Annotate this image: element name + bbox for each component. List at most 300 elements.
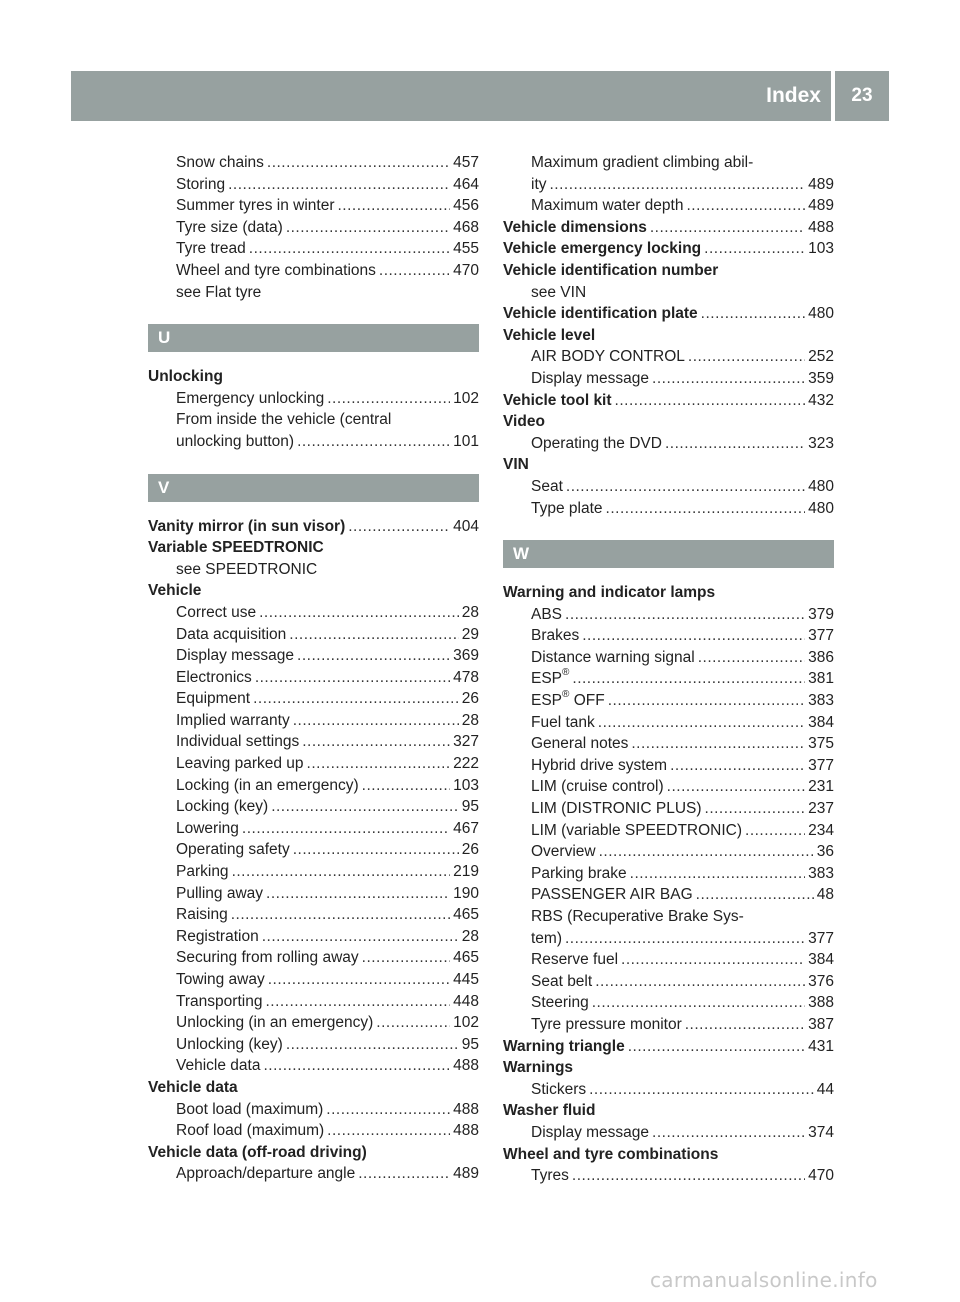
see-also-flat-tyre: see Flat tyre [176,283,262,301]
index-entry [503,647,834,669]
index-entry [148,1034,479,1056]
page-header [71,71,889,121]
entry-page: 323 [808,434,834,452]
entry-label: Equipment [176,690,251,708]
leader-dots [379,260,450,282]
entry-label: Lowering [176,819,239,837]
entry-page: 388 [808,994,834,1012]
entry-label: Seat [531,477,563,495]
index-entry [148,688,479,710]
index-entry [148,904,479,926]
page-number: 23 [851,85,873,106]
entry-page: 222 [453,755,479,773]
entry-label: Locking (key) [176,798,269,816]
index-entry [148,431,479,453]
index-entry [148,645,479,667]
leader-dots [265,991,450,1013]
entry-page: 102 [453,1014,479,1032]
leader-dots [297,645,450,667]
leader-dots [621,949,805,971]
leader-dots [259,602,459,624]
entry-label: Tyres [531,1167,569,1185]
entry-label: Type plate [531,499,603,517]
leader-dots [262,926,459,948]
leader-dots [696,884,814,906]
entry-label: Emergency unlocking [176,389,325,407]
entry-label-continued: Maximum gradient climbing abil- [531,154,754,171]
index-entry [148,1055,479,1077]
index-heading: Vehicle data (off-road driving) [148,1143,367,1161]
entry-page: 464 [453,175,479,193]
index-heading: Vehicle data [148,1078,238,1096]
entry-page: 457 [453,154,479,171]
entry-page: 431 [808,1037,834,1055]
index-entry [148,217,479,239]
entry-page: 489 [808,197,834,215]
leader-dots [326,1099,450,1121]
leader-dots [249,238,450,260]
entry-page: 488 [453,1122,479,1140]
entry-page: 468 [453,218,479,236]
entry-page: 374 [808,1123,834,1141]
entry-page: 480 [808,499,834,517]
index-heading: Vehicle identification number [503,261,719,279]
entry-label: Securing from rolling away [176,949,359,967]
entry-label: Display message [531,1123,650,1141]
index-entry [148,1099,479,1121]
entry-page: 103 [808,240,834,258]
leader-dots [232,861,451,883]
entry-label: ABS [531,605,563,623]
index-entry [503,884,834,906]
leader-dots [307,753,451,775]
leader-dots [362,775,450,797]
entry-page: 28 [461,927,479,945]
entry-label: Leaving parked up [176,755,304,773]
index-entry [503,712,834,734]
entry-page: 44 [816,1080,834,1098]
entry-page: 455 [453,240,479,258]
entry-page: 448 [453,992,479,1010]
entry-page: 456 [453,197,479,215]
index-entry [148,238,479,260]
entry-page: 488 [808,218,834,236]
leader-dots [565,604,805,626]
leader-dots [705,798,806,820]
entry-page: 252 [808,348,834,366]
index-entry [503,690,834,712]
header-page-box [835,71,889,121]
index-entry [503,798,834,820]
entry-page: 488 [453,1100,479,1118]
entry-page: 103 [453,776,479,794]
entry-page: 383 [808,864,834,882]
leader-dots [631,733,805,755]
leader-dots [650,217,805,239]
index-entry [148,516,479,538]
entry-page: 480 [808,477,834,495]
index-entry [503,755,834,777]
entry-label: Operating safety [176,841,290,859]
header-section-bar [71,71,831,121]
leader-dots [630,863,805,885]
entry-page: 101 [453,432,479,450]
entry-page: 190 [453,884,479,902]
section-letter-w: W [503,540,834,568]
entry-label: Wheel and tyre combinations [176,261,376,279]
index-entry [503,928,834,950]
leader-dots [592,992,805,1014]
entry-label: Display message [176,647,295,665]
leader-dots [286,1034,459,1056]
index-entry [148,710,479,732]
leader-dots [615,390,806,412]
index-heading: Washer fluid [503,1102,596,1120]
index-entry [503,949,834,971]
leader-dots [327,1120,450,1142]
index-column-right [503,152,834,1187]
leader-dots [701,303,805,325]
entry-label: Vanity mirror (in sun visor) [148,517,346,535]
entry-page: 29 [461,625,479,643]
index-entry [503,971,834,993]
entry-label: Unlocking (key) [176,1035,283,1053]
entry-label: Tyre tread [176,240,246,258]
entry-page: 488 [453,1057,479,1075]
entry-label-continued: RBS (Recuperative Brake Sys- [531,908,744,925]
index-entry [503,1036,834,1058]
index-column-left [148,152,479,1185]
leader-dots [268,969,450,991]
entry-page: 359 [808,369,834,387]
entry-label: Electronics [176,668,252,686]
entry-page: 377 [808,929,834,947]
index-entry [148,818,479,840]
entry-label: Pulling away [176,884,264,902]
index-entry [503,433,834,455]
entry-page: 95 [461,1035,479,1053]
index-heading: Warnings [503,1059,574,1077]
leader-dots [263,1055,450,1077]
leader-dots [293,710,459,732]
entry-label: Vehicle data [176,1057,261,1075]
entry-label: Stickers [531,1080,587,1098]
entry-label-continued: From inside the vehicle (central [176,411,392,429]
index-entry [148,947,479,969]
index-heading: Vehicle [148,582,202,600]
leader-dots [628,1036,805,1058]
index-entry [503,1165,834,1187]
leader-dots [550,174,806,196]
entry-page: 231 [808,778,834,796]
entry-label: Tyre pressure monitor [531,1015,682,1033]
entry-label: Brakes [531,627,580,645]
index-entry [148,991,479,1013]
entry-label: Operating the DVD [531,434,662,452]
index-entry [148,883,479,905]
index-entry [148,861,479,883]
entry-label: Overview [531,843,596,861]
entry-label: Seat belt [531,972,593,990]
leader-dots [665,433,805,455]
entry-page: 386 [808,648,834,666]
index-entry [148,1163,479,1185]
index-heading: Video [503,413,545,431]
leader-dots [652,368,805,390]
index-entry [148,260,479,282]
leader-dots [688,346,805,368]
entry-label: Parking [176,863,229,881]
entry-page: 95 [461,798,479,816]
leader-dots [348,516,450,538]
entry-label: Correct use [176,603,257,621]
index-entry [503,303,834,325]
leader-dots [572,1165,805,1187]
index-heading: VIN [503,456,529,474]
leader-dots [358,1163,450,1185]
leader-dots [376,1012,450,1034]
entry-page: 381 [808,670,834,688]
index-entry [148,624,479,646]
entry-page: 387 [808,1015,834,1033]
index-entry [148,753,479,775]
leader-dots [293,839,459,861]
entry-label: General notes [531,735,629,753]
entry-label: Reserve fuel [531,951,619,969]
index-entry [148,839,479,861]
entry-label: LIM (variable SPEEDTRONIC) [531,821,743,839]
index-entry [503,238,834,260]
index-entry [503,174,834,196]
entry-label: Tyre size (data) [176,218,283,236]
leader-dots [231,904,450,926]
leader-dots [566,476,805,498]
entry-page: 383 [808,692,834,710]
leader-dots [598,712,805,734]
index-entry [503,346,834,368]
index-heading: Wheel and tyre combinations [503,1145,719,1163]
index-entry [148,195,479,217]
entry-page: 48 [816,886,834,904]
leader-dots [253,688,459,710]
entry-page: 28 [461,603,479,621]
entry-label: Unlocking (in an emergency) [176,1014,374,1032]
lamp-entries-c [503,949,834,1035]
leader-dots [289,624,458,646]
entry-page: 489 [453,1165,479,1183]
entry-page: 432 [808,391,834,409]
entry-page: 36 [816,843,834,861]
entry-page: 327 [453,733,479,751]
leader-dots [595,971,805,993]
entry-label: Storing [176,175,226,193]
entry-page: 478 [453,668,479,686]
index-entry [503,992,834,1014]
entry-label: Vehicle tool kit [503,391,612,409]
leader-dots [686,195,805,217]
index-entry [148,1120,479,1142]
index-entry [148,388,479,410]
entry-label: Vehicle dimensions [503,218,647,236]
entry-label: Vehicle identification plate [503,305,698,323]
leader-dots [652,1122,805,1144]
leader-dots [327,388,450,410]
entry-page: 404 [453,517,479,535]
entry-label: Steering [531,994,589,1012]
section-letter-u: U [148,324,479,352]
entry-label: tem) [531,929,562,947]
entry-page: 445 [453,971,479,988]
vin-entries [503,476,834,519]
entry-page: 465 [453,949,479,967]
leader-dots [337,195,450,217]
leader-dots [255,667,450,689]
entry-label: LIM (DISTRONIC PLUS) [531,800,702,818]
index-entry [503,498,834,520]
entry-label: Registration [176,927,259,945]
watermark-text: carmanualsonline.info [650,1268,878,1292]
entry-page: 384 [808,951,834,969]
leader-dots [599,841,814,863]
entry-page: 102 [453,389,479,407]
entry-label: unlocking button) [176,432,295,450]
index-entry [503,1122,834,1144]
leader-dots [228,174,450,196]
entry-page: 237 [808,800,834,818]
entry-page: 26 [461,841,479,859]
header-section-title: Index [766,84,821,107]
entry-label: Parking brake [531,864,627,882]
entry-label: Data acquisition [176,625,287,643]
leader-dots [362,947,450,969]
entry-label: Maximum water depth [531,197,684,215]
entry-page: 377 [808,756,834,774]
lamp-entries-b [503,712,834,906]
leader-dots [589,1079,814,1101]
top-entries [148,152,479,282]
leader-dots [297,431,450,453]
leader-dots [572,668,805,690]
entry-label: AIR BODY CONTROL [531,348,685,366]
entry-page: 377 [808,627,834,645]
index-entry [503,625,834,647]
entry-page: 234 [808,821,834,839]
entry-label: Display message [531,369,650,387]
entry-label: Transporting [176,992,263,1010]
lamp-entries-a [503,604,834,669]
entry-label: Individual settings [176,733,300,751]
index-entry [148,796,479,818]
index-entry [148,969,479,991]
entry-label: Approach/departure angle [176,1165,356,1183]
index-entry [148,926,479,948]
entry-page: 384 [808,713,834,731]
entry-page: 470 [453,261,479,279]
index-entry [503,1014,834,1036]
index-entry [503,863,834,885]
entry-label: Vehicle emergency locking [503,240,702,258]
entry-page: 28 [461,711,479,729]
index-entry [503,668,834,690]
index-entry [148,602,479,624]
entry-label: Roof load (maximum) [176,1122,325,1140]
leader-dots [302,731,450,753]
entry-label: Distance warning signal [531,648,695,666]
entry-label: Snow chains [176,154,264,171]
index-entry [503,217,834,239]
vehicle-level-entries [503,346,834,389]
entry-label: Hybrid drive system [531,756,668,774]
index-entry [503,776,834,798]
entry-page: 379 [808,605,834,623]
entry-label: Warning triangle [503,1037,625,1055]
index-entry [503,368,834,390]
entry-page: 480 [808,305,834,323]
leader-dots [271,796,459,818]
index-heading: Warning and indicator lamps [503,584,716,602]
leader-dots [565,928,805,950]
entry-page: 470 [808,1167,834,1185]
section-letter-v: V [148,474,479,502]
entry-page: 26 [461,690,479,708]
index-heading: Unlocking [148,368,223,386]
leader-dots [608,690,805,712]
index-entry [148,731,479,753]
leader-dots [286,217,450,239]
entry-page: 375 [808,735,834,753]
entry-label: PASSENGER AIR BAG [531,886,693,904]
entry-label: Summer tyres in winter [176,197,335,215]
index-entry [503,604,834,626]
entry-label: Locking (in an emergency) [176,776,359,794]
see-also: see SPEEDTRONIC [176,560,318,578]
entry-label: Boot load (maximum) [176,1100,324,1118]
entry-page: 376 [808,972,834,990]
index-entry [148,775,479,797]
entry-label: Implied warranty [176,711,290,729]
leader-dots [606,498,806,520]
leader-dots [582,625,805,647]
index-entry [503,195,834,217]
index-entry [503,820,834,842]
leader-dots [745,820,805,842]
index-heading: Variable SPEEDTRONIC [148,539,324,557]
entry-label: ESP® OFF [531,688,605,710]
index-entry [503,476,834,498]
entry-page: 489 [808,175,834,193]
entry-label: LIM (cruise control) [531,778,664,796]
entry-label: ity [531,175,547,193]
index-entry [148,174,479,196]
index-entry [503,1079,834,1101]
entry-label: Towing away [176,971,265,988]
entry-page: 467 [453,819,479,837]
index-entry [148,1012,479,1034]
leader-dots [267,152,450,174]
entry-label: Fuel tank [531,713,595,731]
index-heading: Vehicle level [503,326,596,344]
leader-dots [266,883,450,905]
leader-dots [685,1014,805,1036]
see-also: see VIN [531,283,587,301]
index-entry [148,152,479,174]
entry-label: Raising [176,906,228,924]
leader-dots [704,238,805,260]
leader-dots [670,755,805,777]
entry-page: 219 [453,863,479,881]
vehicle-entries [148,602,479,1077]
entry-label: ESP® [531,667,570,688]
